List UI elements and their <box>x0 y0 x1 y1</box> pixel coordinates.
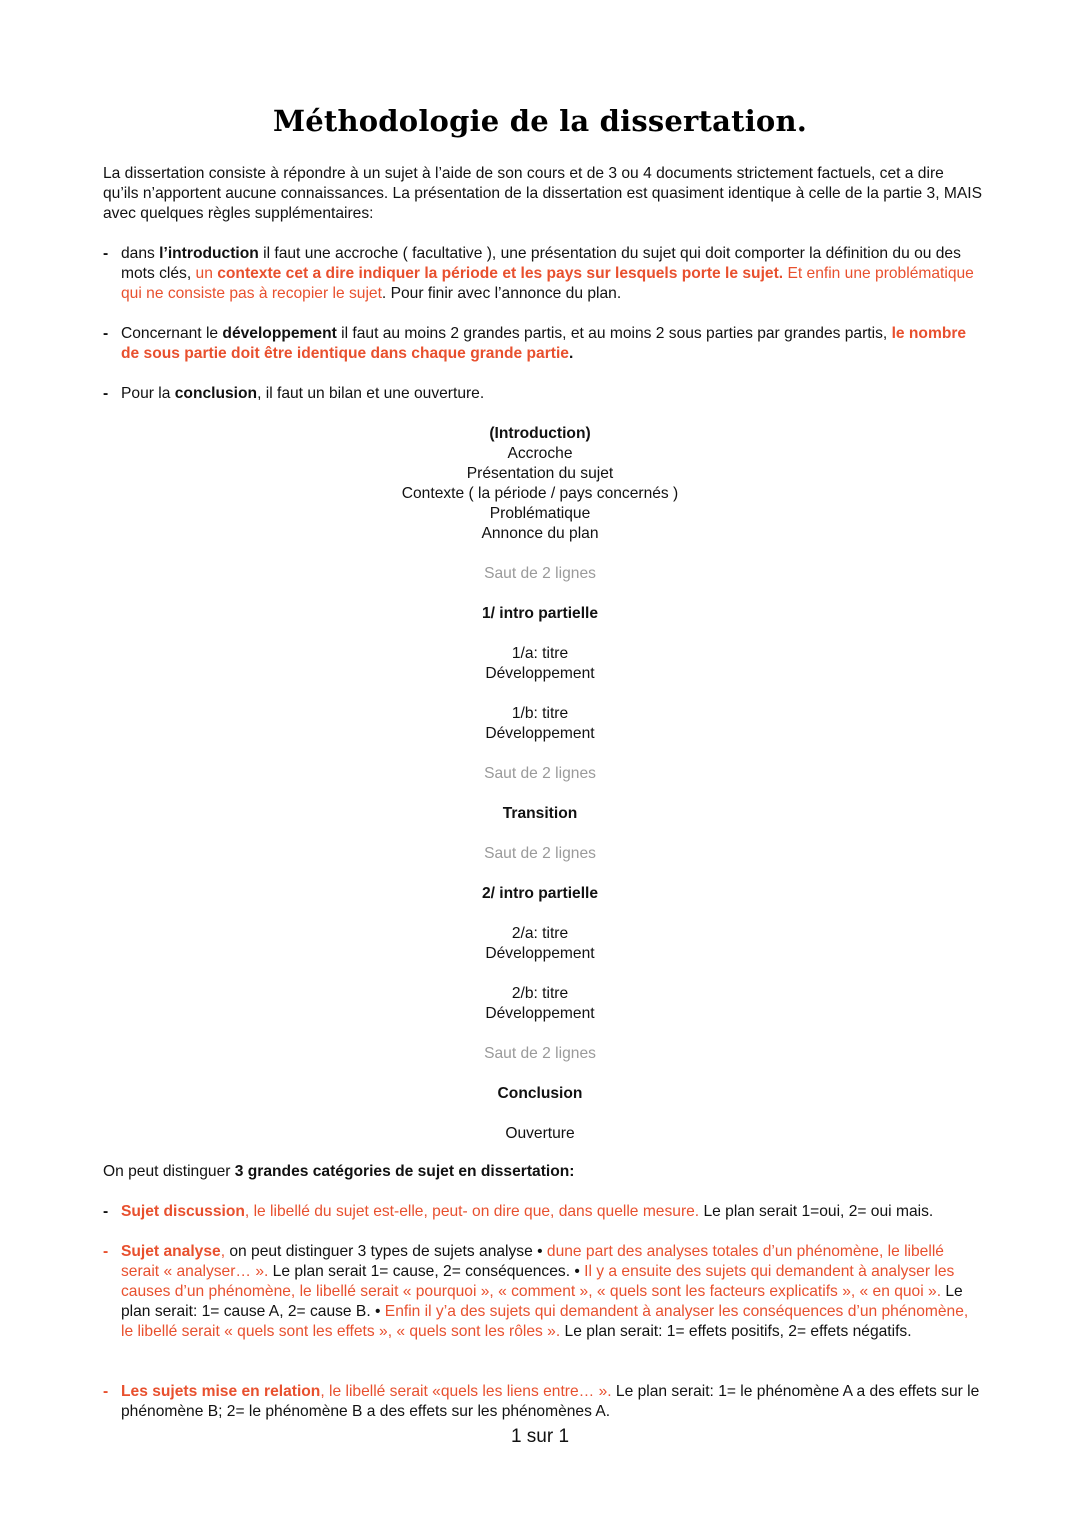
outline-development: Développement <box>485 945 595 962</box>
text-segment: il faut au moins 2 grandes partis, et au moins 2 sous parties par grandes partis, <box>336 325 892 342</box>
intro-paragraph: La dissertation consiste à répondre à un sujet à l’aide de son cours et de 3 ou 4 documents strictement factuels, cet a dire qu’ils n’apportent aucune connaissances. La présentation de la dissertation est quasiment identique à celle de la partie 3, MAIS avec quelques règles supplémentaires: <box>103 165 982 222</box>
rule-text <box>121 245 974 302</box>
outline-item: Présentation du sujet <box>466 465 614 482</box>
outline-development: Développement <box>485 1005 595 1022</box>
categories-intro-prefix: On peut distinguer <box>103 1163 235 1180</box>
category-discussion <box>103 1202 983 1222</box>
text-segment: dune part des analyses totales d’un phénomène, le libellé serait « analyser… ». <box>121 1243 944 1280</box>
text-segment: , il faut un bilan et une ouverture. <box>257 385 485 402</box>
outline-part2b-title: 2/b: titre <box>511 985 569 1002</box>
bullet-dash: - <box>103 245 109 262</box>
text-segment: Sujet discussion <box>121 1203 245 1220</box>
outline-part2-intro: 2/ intro partielle <box>481 885 599 902</box>
page-title: Méthodologie de la dissertation. <box>272 104 808 138</box>
outline-part1b-title: 1/b: titre <box>511 705 569 722</box>
outline-conclusion: Conclusion <box>497 1085 583 1102</box>
categories-intro <box>103 1162 983 1182</box>
text-segment: Concernant le <box>121 325 223 342</box>
outline-skip-lines: Saut de 2 lignes <box>484 845 596 862</box>
text-segment: le nombre de sous partie doit être identique dans chaque grande partie <box>121 325 967 362</box>
text-segment: Il y a ensuite des sujets qui demandent à analyser les causes d’un phénomène, le libellé serait « pourquoi », « comment », « quels sont les facteurs explicatifs », « en quoi ». <box>121 1263 955 1300</box>
text-segment: l’introduction <box>159 245 259 262</box>
outline-part1-intro: 1/ intro partielle <box>481 605 599 622</box>
rule-development <box>103 324 983 364</box>
rule-text <box>121 385 484 402</box>
outline-item: Accroche <box>507 445 573 462</box>
text-segment: Pour la <box>121 385 175 402</box>
bullet-dash: - <box>103 325 109 342</box>
outline-skip-lines: Saut de 2 lignes <box>484 565 596 582</box>
text-segment: Le plan serait: 1= le phénomène A a des effets sur le phénomène B; 2= le phénomène B a des effets sur les phénomènes A. <box>121 1383 980 1420</box>
outline-transition: Transition <box>502 805 578 822</box>
text-segment: contexte cet a dire indiquer la période et les pays sur lesquels porte le sujet. <box>217 265 784 282</box>
text-segment: on peut distinguer 3 types de sujets analyse • <box>225 1243 547 1260</box>
outline-part2a-title: 2/a: titre <box>511 925 569 942</box>
text-segment: Le plan serait: 1= cause A, 2= cause B. • <box>121 1283 963 1320</box>
bullet-dash: - <box>103 1243 109 1260</box>
category-text <box>121 1383 979 1420</box>
text-segment: un <box>195 265 218 282</box>
outline-development: Développement <box>485 665 595 682</box>
outline-item: Problématique <box>489 505 591 522</box>
text-segment: . Pour finir avec l’annonce du plan. <box>381 285 622 302</box>
text-segment: Les sujets mise en relation <box>121 1383 321 1400</box>
text-segment: Sujet analyse <box>121 1243 221 1260</box>
outline-development: Développement <box>485 725 595 742</box>
text-segment: développement <box>222 325 337 342</box>
rule-text <box>121 325 966 362</box>
outline-skip-lines: Saut de 2 lignes <box>484 765 596 782</box>
text-segment: conclusion <box>174 385 258 402</box>
outline-part1a-title: 1/a: titre <box>511 645 569 662</box>
bullet-dash: - <box>103 1383 109 1400</box>
bullet-dash: - <box>103 385 109 402</box>
outline-opening: Ouverture <box>505 1125 575 1142</box>
text-segment: . <box>568 345 574 362</box>
bullet-dash: - <box>103 1203 109 1220</box>
text-segment: Enfin il y’a des sujets qui demandent à analyser les conséquences d’un phénomène, le libellé serait « quels sont les effets », « quels sont les rôles ». <box>121 1303 969 1340</box>
outline-introduction-heading: (Introduction) <box>489 425 591 442</box>
text-segment: Et enfin une problématique qui ne consiste pas à recopier le sujet <box>121 265 974 302</box>
text-segment: Le plan serait: 1= effets positifs, 2= effets négatifs. <box>560 1323 912 1340</box>
outline-structure <box>0 424 1080 1144</box>
category-analysis <box>103 1242 983 1342</box>
categories-intro-bold: 3 grandes catégories de sujet en dissertation: <box>234 1163 575 1180</box>
rule-introduction <box>103 244 983 304</box>
page-indicator: 1 sur 1 <box>510 1426 570 1447</box>
category-text <box>121 1243 968 1340</box>
outline-item: Contexte ( la période / pays concernés ) <box>401 485 679 502</box>
text-segment: Le plan serait 1=oui, 2= oui mais. <box>699 1203 934 1220</box>
text-segment: , <box>220 1243 226 1260</box>
text-segment: Le plan serait 1= cause, 2= conséquences. • <box>268 1263 585 1280</box>
category-text <box>121 1203 933 1220</box>
category-relation <box>103 1382 983 1422</box>
text-segment: dans <box>121 245 160 262</box>
text-segment: , le libellé du sujet est-elle, peut- on dire que, dans quelle mesure. <box>244 1203 700 1220</box>
text-segment: , le libellé serait «quels les liens entre… ». <box>320 1383 612 1400</box>
outline-item: Annonce du plan <box>481 525 599 542</box>
outline-skip-lines: Saut de 2 lignes <box>484 1045 596 1062</box>
text-segment: il faut une accroche ( facultative ), une présentation du sujet qui doit comporter la définition du ou des mots clés, <box>121 245 961 282</box>
rule-conclusion <box>103 384 983 404</box>
